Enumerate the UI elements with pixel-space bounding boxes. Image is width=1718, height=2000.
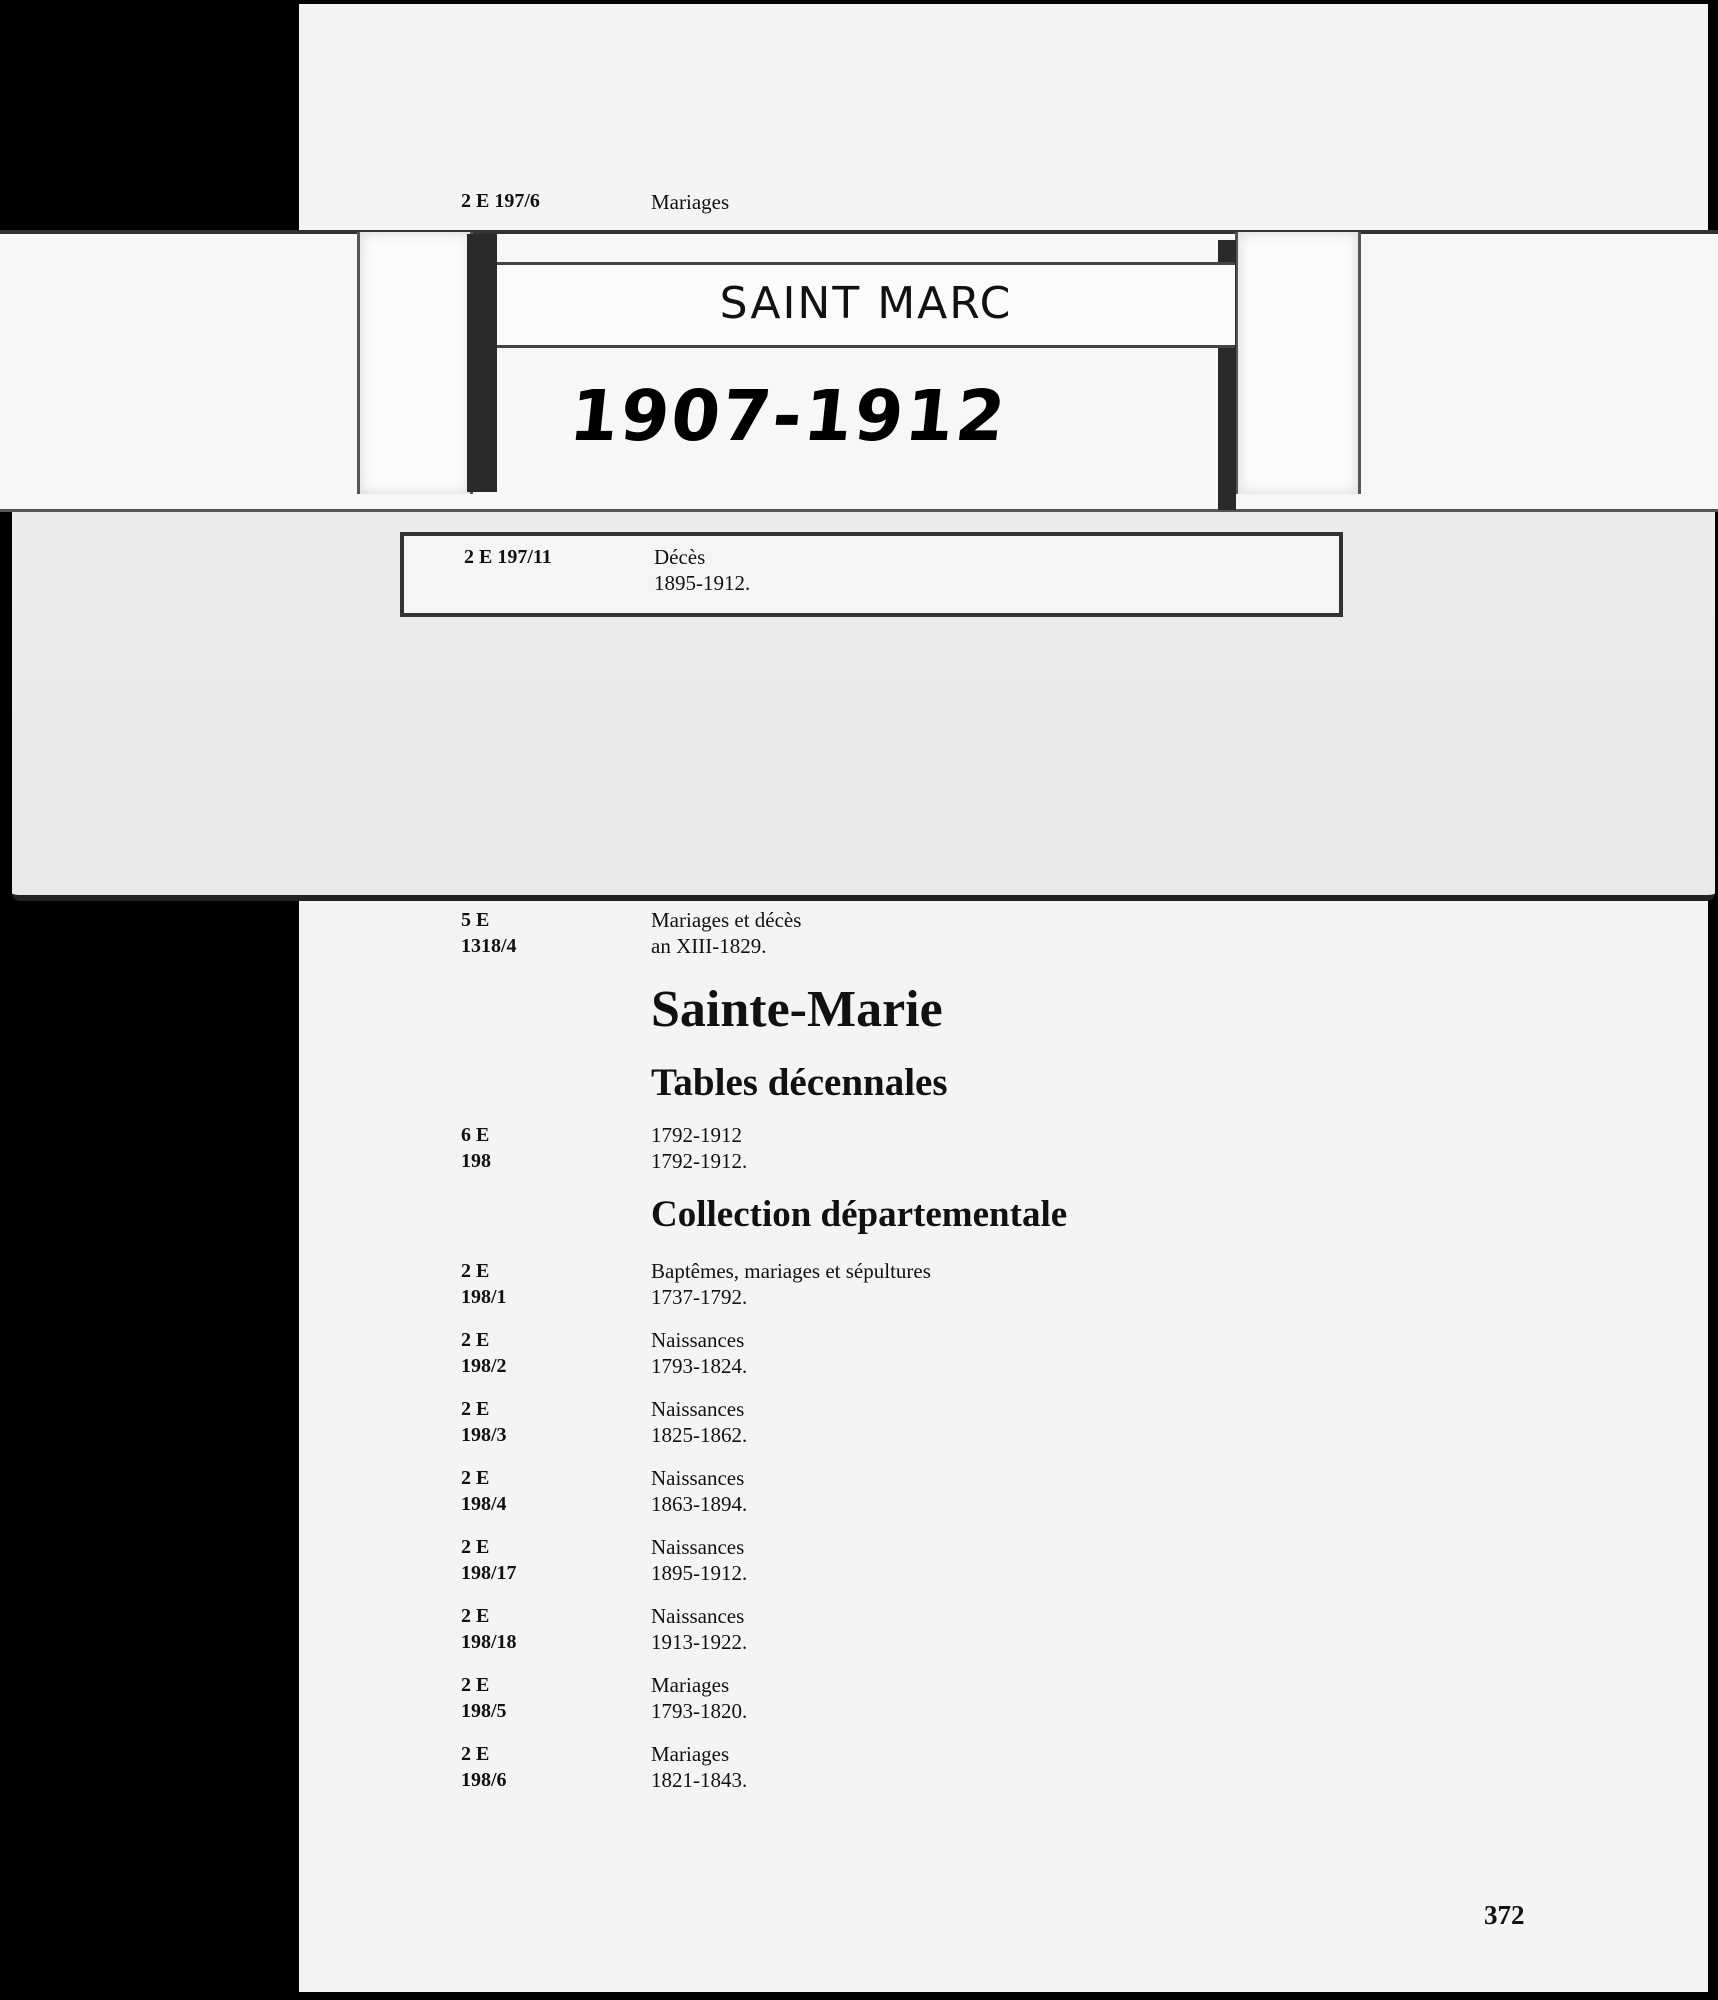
commune-heading: Sainte-Marie <box>651 981 943 1038</box>
entry-line1: Mariages <box>651 1742 730 1766</box>
entry-description <box>651 1603 747 1655</box>
entry-code: 2 E 198/1 <box>461 1260 507 1308</box>
entry-code: 2 E 198/5 <box>461 1674 507 1722</box>
entry-description <box>651 1258 931 1310</box>
entry-code: 2 E 198/17 <box>461 1536 517 1584</box>
entry-description: Mariages <box>651 190 730 214</box>
entry-description <box>651 1741 747 1793</box>
entry-line1: Baptêmes, mariages et sépultures <box>651 1259 931 1283</box>
binder-clip-left <box>357 232 473 494</box>
entry-description <box>651 1465 747 1517</box>
entry-code: 2 E 197/11 <box>464 546 552 568</box>
entry-line2: 1737-1792. <box>651 1285 748 1309</box>
entry-line1: Naissances <box>651 1535 745 1559</box>
entry-line2: 1793-1824. <box>651 1354 748 1378</box>
binder-clip-edge-left <box>467 234 497 492</box>
entry-line1: Mariages et décès <box>651 908 802 932</box>
section-heading-tables: Tables décennales <box>651 1061 948 1104</box>
entry-code: 2 E 198/4 <box>461 1467 507 1515</box>
entry-line2: 1913-1922. <box>651 1630 748 1654</box>
entry-code: 2 E 197/6 <box>461 190 540 212</box>
entry-line1: Décès <box>654 545 706 569</box>
entry-line2: an XIII-1829. <box>651 934 767 958</box>
entry-code: 5 E 1318/4 <box>461 909 517 957</box>
section-heading-collection: Collection départementale <box>651 1194 1068 1235</box>
entry-code: 6 E 198 <box>461 1124 491 1172</box>
entry-line2: 1821-1843. <box>651 1768 748 1792</box>
entry-line2: 1895-1912. <box>654 571 751 595</box>
entry-line2: 1792-1912. <box>651 1149 748 1173</box>
binder-clip-right <box>1235 232 1361 494</box>
entry-description <box>651 1534 747 1586</box>
entry-line2: 1895-1912. <box>651 1561 748 1585</box>
entry-description <box>651 1122 747 1174</box>
entry-code: 2 E 198/6 <box>461 1743 507 1791</box>
entry-line1: 1792-1912 <box>651 1123 742 1147</box>
entry-line1: Naissances <box>651 1604 745 1628</box>
entry-line2: 1793-1820. <box>651 1699 748 1723</box>
entry-code: 2 E 198/2 <box>461 1329 507 1377</box>
entry-line2: 1825-1862. <box>651 1423 748 1447</box>
entry-line1: Naissances <box>651 1328 745 1352</box>
entry-line1: Naissances <box>651 1466 745 1490</box>
entry-description <box>651 1327 747 1379</box>
entry-line1: Naissances <box>651 1397 745 1421</box>
entry-description <box>651 1672 747 1724</box>
entry-code: 2 E 198/3 <box>461 1398 507 1446</box>
entry-line2: 1863-1894. <box>651 1492 748 1516</box>
label-title: SAINT MARC <box>719 278 1013 329</box>
entry-description <box>654 544 750 596</box>
entry-line1: Mariages <box>651 1673 730 1697</box>
page-number: 372 <box>1484 1900 1525 1930</box>
entry-description <box>651 1396 747 1448</box>
inner-entry-box <box>400 532 1343 617</box>
entry-description <box>651 907 801 959</box>
entry-code: 2 E 198/18 <box>461 1605 517 1653</box>
handwritten-years: 1907-1912 <box>565 375 1012 457</box>
